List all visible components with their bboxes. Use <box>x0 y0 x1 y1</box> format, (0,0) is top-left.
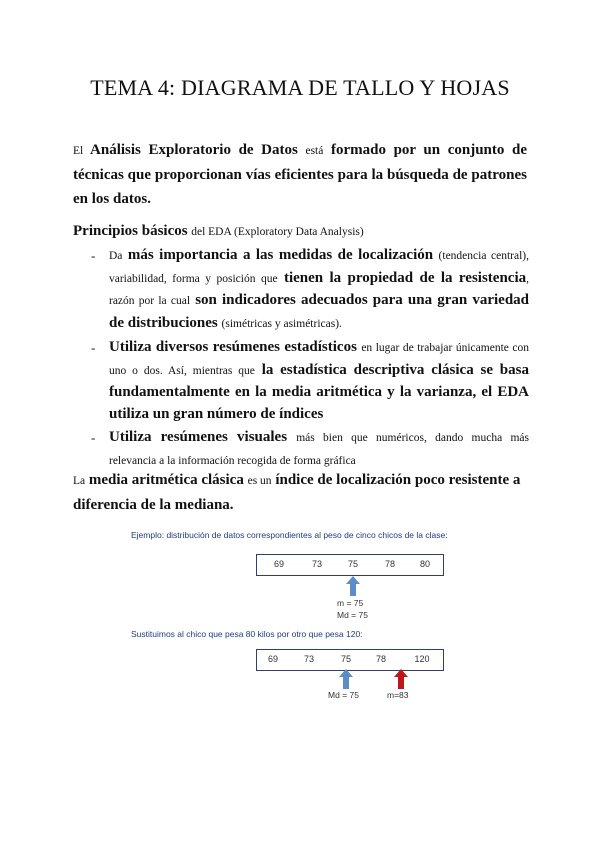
data-box-modified <box>256 649 444 671</box>
media-paragraph <box>73 468 529 517</box>
mean-label: m = 75 <box>337 598 364 608</box>
mean-label: m=83 <box>387 690 409 700</box>
data-value: 120 <box>414 654 430 664</box>
item-text: (simétricas y asimétricas). <box>221 317 342 330</box>
data-value: 69 <box>273 559 285 569</box>
data-value: 78 <box>384 559 396 569</box>
item-text: más bien que numéricos, dando mucha más relevancia a la información recogida de forma gráfica <box>109 432 529 467</box>
bullet-marker: - <box>91 430 96 445</box>
intro-term: Análisis Exploratorio de Datos <box>90 142 298 158</box>
item-emphasis: Utiliza diversos resúmenes estadísticos <box>109 339 357 355</box>
intro-text: está <box>305 145 324 157</box>
data-box-original <box>256 554 444 576</box>
item-text: en lugar de trabajar únicamente con uno o dos. Así, mientras que <box>109 342 529 377</box>
principles-heading <box>73 221 529 242</box>
item-emphasis: la estadística descriptiva clásica se basa fundamentalmente en la media aritmética y la varianza, el EDA utiliza un gran número de índices <box>109 361 529 422</box>
item-text: (tendencia central), variabilidad, forma y posición que <box>109 250 529 285</box>
media-text: La <box>73 475 86 487</box>
intro-paragraph <box>73 138 527 211</box>
example-caption-rest: : distribución de datos correspondientes al peso de cinco chicos de la clase: <box>161 530 448 540</box>
media-term: media aritmética clásica <box>88 472 244 488</box>
example-figure <box>128 521 478 701</box>
media-text: es un <box>247 475 272 487</box>
example-caption-2: Sustituimos al chico que pesa 80 kilos por otro que pesa 120: <box>131 629 363 639</box>
median-label: Md = 75 <box>337 610 368 620</box>
up-arrow-icon <box>398 677 404 689</box>
page-title: TEMA 4: DIAGRAMA DE TALLO Y HOJAS <box>90 75 510 100</box>
example-caption <box>131 530 448 540</box>
item-emphasis: Utiliza resúmenes visuales <box>109 429 288 445</box>
data-value: 69 <box>267 654 279 664</box>
intro-text: . <box>147 191 151 207</box>
list-item <box>73 427 529 472</box>
data-value: 73 <box>311 559 323 569</box>
up-arrow-icon <box>350 584 356 596</box>
item-text: , razón por la cual <box>109 272 529 307</box>
median-label: Md = 75 <box>328 690 359 700</box>
item-emphasis: son indicadores adecuados para una gran variedad de distribuciones <box>109 292 530 331</box>
intro-text: El <box>73 145 84 157</box>
list-item <box>73 245 529 335</box>
principles-section <box>73 221 529 474</box>
bullet-marker: - <box>91 248 96 263</box>
item-text: Da <box>109 250 123 262</box>
data-value: 75 <box>340 654 352 664</box>
principles-list <box>73 245 529 472</box>
up-arrow-icon <box>343 677 349 689</box>
data-value: 80 <box>419 559 431 569</box>
list-item <box>73 337 529 425</box>
data-value: 73 <box>303 654 315 664</box>
data-value: 75 <box>347 559 359 569</box>
bullet-marker: - <box>91 340 96 355</box>
intro-text: formado por un conjunto de técnicas que proporcionan vías eficientes para la búsqueda de patrones en los datos <box>73 142 527 207</box>
example-caption-lead: Ejemplo <box>131 530 162 540</box>
media-text: índice de localización poco resistente a diferencia de la mediana. <box>73 472 521 513</box>
data-value: 78 <box>375 654 387 664</box>
principles-heading-bold: Principios básicos <box>73 223 188 239</box>
item-emphasis: más importancia a las medidas de localización <box>127 247 434 263</box>
principles-heading-rest: del EDA (Exploratory Data Analysis) <box>191 226 364 238</box>
item-emphasis: tienen la propiedad de la resistencia <box>283 269 527 286</box>
